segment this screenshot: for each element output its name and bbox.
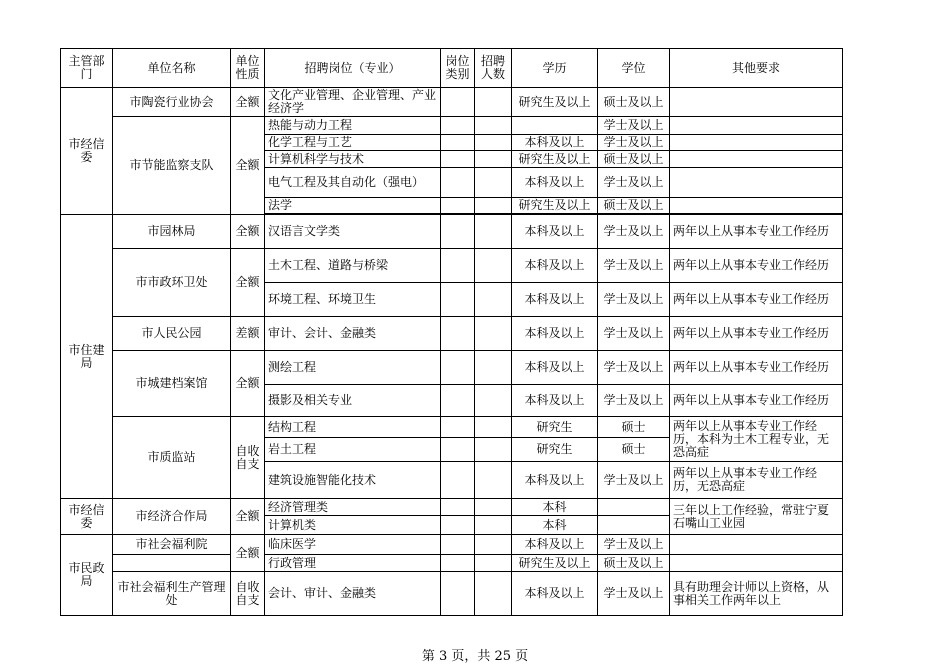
unit-cell: 市质监站 [113,417,231,499]
position-cell: 文化产业管理、企业管理、产业经济学 [265,88,441,117]
category-cell [441,499,475,516]
unit-cell: 市节能监察支队 [113,117,231,215]
table-row [61,535,843,555]
count-cell [475,462,512,499]
category-cell [441,572,475,616]
unit-cell: 市人民公园 [113,317,231,351]
degree-cell: 学士及以上 [598,462,670,499]
requirement-cell [670,117,843,135]
education-cell: 研究生 [512,417,598,438]
requirement-cell [670,535,843,555]
unit-cell: 市社会福利生产管理处 [113,572,231,616]
position-cell: 摄影及相关专业 [265,385,441,417]
position-cell: 会计、审计、金融类 [265,572,441,616]
table-row [61,317,843,351]
category-cell [441,438,475,462]
header-cell: 主管部门 [61,49,113,88]
count-cell [475,535,512,555]
requirement-cell [670,135,843,151]
education-cell: 本科 [512,499,598,516]
unit-cell: 市城建档案馆 [113,351,231,417]
unit-cell: 市经济合作局 [113,499,231,535]
nature-cell: 差额 [231,317,265,351]
count-cell [475,215,512,249]
dept-cell: 市民政局 [61,535,113,616]
requirement-cell: 两年以上从事本专业工作经历 [670,283,843,317]
category-cell [441,351,475,385]
position-cell: 计算机科学与技术 [265,151,441,168]
count-cell [475,283,512,317]
header-cell: 其他要求 [670,49,843,88]
header-row [61,49,843,88]
requirement-cell: 两年以上从事本专业工作经历 [670,317,843,351]
count-cell [475,417,512,438]
requirement-cell [670,88,843,117]
degree-cell: 学士及以上 [598,385,670,417]
nature-cell: 全额 [231,499,265,535]
position-cell: 结构工程 [265,417,441,438]
position-cell: 行政管理 [265,555,441,572]
count-cell [475,249,512,283]
education-cell [512,117,598,135]
requirement-cell: 两年以上从事本专业工作经历，无恐高症 [670,462,843,499]
unit-cell: 市市政环卫处 [113,249,231,317]
nature-cell: 自收自支 [231,572,265,616]
degree-cell [598,499,670,516]
table-row [61,572,843,616]
count-cell [475,572,512,616]
count-cell [475,88,512,117]
education-cell: 研究生及以上 [512,151,598,168]
education-cell: 本科及以上 [512,535,598,555]
position-cell: 测绘工程 [265,351,441,385]
degree-cell: 硕士及以上 [598,88,670,117]
nature-cell: 全额 [231,215,265,249]
requirement-cell: 具有助理会计师以上资格，从事相关工作两年以上 [670,572,843,616]
degree-cell: 学士及以上 [598,135,670,151]
degree-cell: 硕士及以上 [598,555,670,572]
count-cell [475,516,512,535]
category-cell [441,385,475,417]
education-cell: 研究生 [512,438,598,462]
nature-cell: 全额 [231,535,265,572]
requirement-cell [670,555,843,572]
position-cell: 化学工程与工艺 [265,135,441,151]
count-cell [475,117,512,135]
count-cell [475,151,512,168]
count-cell [475,351,512,385]
table-row [61,351,843,385]
education-cell: 本科及以上 [512,351,598,385]
position-cell: 土木工程、道路与桥梁 [265,249,441,283]
dept-cell: 市经信委 [61,499,113,535]
requirement-cell: 两年以上从事本专业工作经历 [670,249,843,283]
dept-cell: 市住建局 [61,215,113,499]
degree-cell: 硕士及以上 [598,198,670,214]
category-cell [441,135,475,151]
degree-cell: 学士及以上 [598,117,670,135]
degree-cell: 学士及以上 [598,168,670,198]
count-cell [475,168,512,198]
table-row [61,417,843,438]
education-cell: 本科及以上 [512,572,598,616]
position-cell: 计算机类 [265,516,441,535]
count-cell [475,438,512,462]
header-cell: 招聘岗位（专业） [265,49,441,88]
education-cell: 本科及以上 [512,385,598,417]
education-cell: 本科及以上 [512,215,598,249]
education-cell: 研究生及以上 [512,555,598,572]
recruitment-table [60,48,843,616]
degree-cell: 学士及以上 [598,283,670,317]
nature-cell: 全额 [231,351,265,417]
category-cell [441,151,475,168]
header-cell: 招聘人数 [475,49,512,88]
degree-cell: 硕士 [598,438,670,462]
degree-cell: 学士及以上 [598,351,670,385]
education-cell: 本科及以上 [512,135,598,151]
education-cell: 研究生及以上 [512,88,598,117]
header-cell: 单位名称 [113,49,231,88]
nature-cell: 自收自支 [231,417,265,499]
degree-cell: 学士及以上 [598,249,670,283]
unit-cell: 市陶瓷行业协会 [113,88,231,117]
requirement-cell: 两年以上从事本专业工作经历，本科为土木工程专业，无恐高症 [670,417,843,462]
requirement-cell [670,198,843,214]
nature-cell: 全额 [231,249,265,317]
position-cell: 法学 [265,198,441,214]
count-cell [475,317,512,351]
category-cell [441,317,475,351]
header-cell: 岗位类别 [441,49,475,88]
table-row [61,88,843,117]
education-cell: 研究生及以上 [512,198,598,214]
position-cell: 岩土工程 [265,438,441,462]
nature-cell: 全额 [231,117,265,215]
position-cell: 经济管理类 [265,499,441,516]
degree-cell: 学士及以上 [598,535,670,555]
category-cell [441,417,475,438]
category-cell [441,117,475,135]
requirement-cell: 两年以上从事本专业工作经历 [670,215,843,249]
header-cell: 学位 [598,49,670,88]
count-cell [475,499,512,516]
category-cell [441,535,475,555]
position-cell: 热能与动力工程 [265,117,441,135]
table-row [61,555,843,572]
category-cell [441,283,475,317]
category-cell [441,462,475,499]
table-row [61,499,843,516]
count-cell [475,135,512,151]
unit-cell [113,555,231,572]
header-cell: 学历 [512,49,598,88]
nature-cell: 全额 [231,88,265,117]
requirement-cell: 两年以上从事本专业工作经历 [670,351,843,385]
education-cell: 本科及以上 [512,168,598,198]
category-cell [441,198,475,214]
position-cell: 汉语言文学类 [265,215,441,249]
requirement-cell: 两年以上从事本专业工作经历 [670,385,843,417]
education-cell: 本科 [512,516,598,535]
unit-cell: 市园林局 [113,215,231,249]
position-cell: 审计、会计、金融类 [265,317,441,351]
requirement-cell [670,151,843,168]
degree-cell: 硕士 [598,417,670,438]
category-cell [441,168,475,198]
category-cell [441,215,475,249]
education-cell: 本科及以上 [512,249,598,283]
count-cell [475,555,512,572]
degree-cell [598,516,670,535]
position-cell: 环境工程、环境卫生 [265,283,441,317]
header-cell: 单位性质 [231,49,265,88]
unit-cell: 市社会福利院 [113,535,231,555]
position-cell: 临床医学 [265,535,441,555]
category-cell [441,249,475,283]
position-cell: 电气工程及其自动化（强电） [265,168,441,198]
page-footer: 第 3 页，共 25 页 [421,649,529,664]
degree-cell: 学士及以上 [598,317,670,351]
position-cell: 建筑设施智能化技术 [265,462,441,499]
count-cell [475,198,512,214]
degree-cell: 硕士及以上 [598,151,670,168]
requirement-cell: 三年以上工作经验，常驻宁夏石嘴山工业园 [670,499,843,535]
count-cell [475,385,512,417]
education-cell: 本科及以上 [512,317,598,351]
table-row [61,249,843,283]
degree-cell: 学士及以上 [598,215,670,249]
category-cell [441,555,475,572]
degree-cell: 学士及以上 [598,572,670,616]
requirement-cell [670,168,843,198]
education-cell: 本科及以上 [512,283,598,317]
dept-cell: 市经信委 [61,88,113,215]
table-row [61,215,843,249]
table-row [61,117,843,135]
category-cell [441,516,475,535]
category-cell [441,88,475,117]
education-cell: 本科及以上 [512,462,598,499]
